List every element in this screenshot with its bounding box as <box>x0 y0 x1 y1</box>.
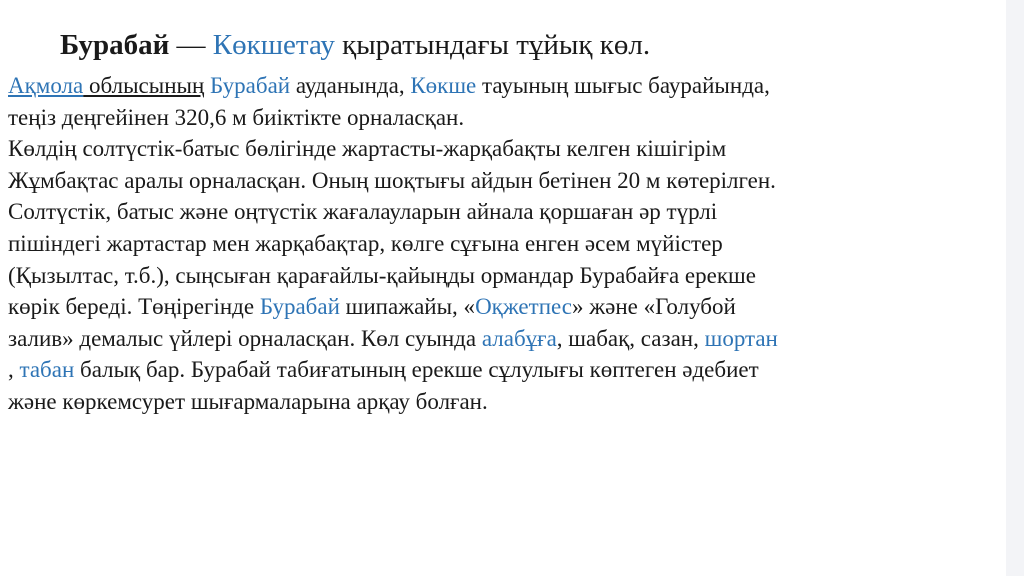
body-line-7: (Қызылтас, т.б.), сыңсыған қарағайлы-қайыңды ормандар Бурабайға ерекше <box>8 262 756 288</box>
text: балық бар. Бурабай табиғатының ерекше сұлулығы көптеген әдебиет <box>74 357 759 383</box>
body-line-11: және көркемсурет шығармаларына арқау болған. <box>8 388 488 414</box>
body-line-3: Көлдің солтүстік-батыс бөлігінде жартасты-жарқабақты келген кішігірім <box>8 136 727 162</box>
link-burabay-sanatorium[interactable]: Бурабай <box>259 294 340 320</box>
link-alabuga[interactable]: алабұға <box>481 325 557 351</box>
text: , <box>8 357 20 383</box>
title-dash: — <box>169 29 213 61</box>
link-shortan[interactable]: шортан <box>704 325 778 351</box>
body-line-8 <box>8 291 1008 323</box>
text: » және «Голубой <box>572 294 736 320</box>
body-line-9 <box>8 323 1008 355</box>
title-rest: қыратындағы тұйық көл. <box>334 29 651 61</box>
link-akmola[interactable]: Ақмола <box>8 73 84 98</box>
body-line-2: теңіз деңгейінен 320,6 м биіктікте орналасқан. <box>8 104 465 130</box>
text: тауының шығыс баурайында, <box>476 73 770 98</box>
body-line-4: Жұмбақтас аралы орналасқан. Оның шоқтығы айдын бетінен 20 м көтерілген. <box>8 167 776 193</box>
text: ауданында, <box>290 73 411 98</box>
link-burabay-district[interactable]: Бурабай <box>210 73 291 98</box>
body-line-1 <box>8 70 1008 102</box>
decorative-edge <box>1006 0 1024 576</box>
body-line-6: пішіндегі жартастар мен жарқабақтар, көлге сұғына енген әсем мүйістер <box>8 230 723 256</box>
text: шипажайы, « <box>339 294 476 320</box>
slide-title <box>60 27 650 63</box>
title-bold: Бурабай <box>60 29 170 61</box>
underlined-oblysynyn: облысының <box>83 73 205 98</box>
link-okzhetpes[interactable]: Оқжетпес <box>475 294 572 320</box>
link-taban[interactable]: табан <box>19 357 75 383</box>
title-link-kokshetau[interactable]: Көкшетау <box>212 29 335 61</box>
body-text <box>8 70 1008 418</box>
body-line-5: Солтүстік, батыс және оңтүстік жағалауларын айнала қоршаған әр түрлі <box>8 199 718 225</box>
link-kokshe[interactable]: Көкше <box>410 73 477 98</box>
text: көрік береді. Төңірегінде <box>8 294 260 320</box>
body-line-10 <box>8 354 1008 386</box>
text: залив» демалыс үйлері орналасқан. Көл суында <box>8 325 482 351</box>
text: , шабақ, сазан, <box>556 325 705 351</box>
